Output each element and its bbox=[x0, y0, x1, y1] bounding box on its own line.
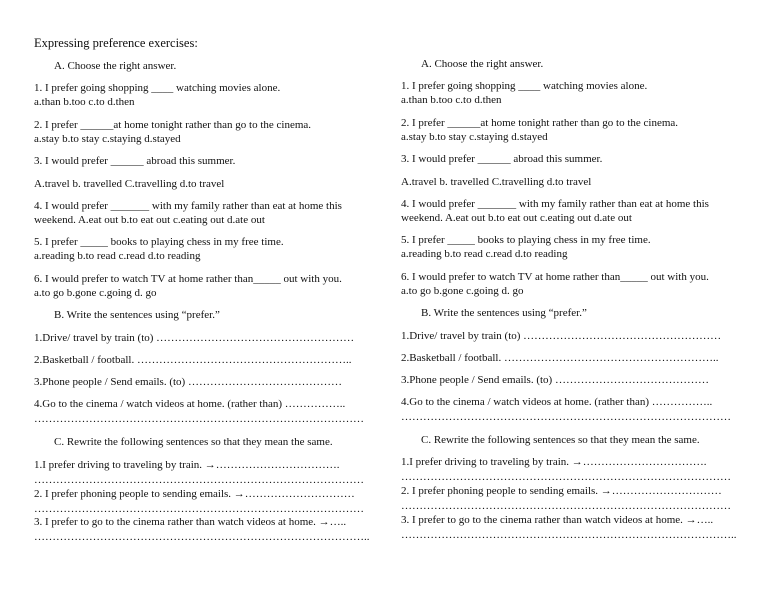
section-a-heading: A. Choose the right answer. bbox=[421, 58, 544, 70]
exercise-c-3-answer-line: ……………………………………………………………………………….. bbox=[401, 529, 737, 541]
section-b-heading: B. Write the sentences using “prefer.” bbox=[54, 309, 220, 321]
question-5-options: a.reading b.to read c.read d.to reading bbox=[401, 248, 568, 260]
exercise-b-4: 4.Go to the cinema / watch videos at home. (rather than) …………….. bbox=[34, 398, 346, 410]
question-5: 5. I prefer _____ books to playing chess in my free time. bbox=[401, 234, 651, 246]
exercise-c-2: 2. I prefer phoning people to sending emails. →………………………… bbox=[401, 485, 722, 497]
exercise-b-4-answer-line: ……………………………………………………………………………… bbox=[34, 413, 364, 425]
question-2-options: a.stay b.to stay c.staying d.stayed bbox=[401, 131, 548, 143]
question-2: 2. I prefer ______at home tonight rather than go to the cinema. bbox=[34, 119, 312, 131]
question-5-options: a.reading b.to read c.read d.to reading bbox=[34, 250, 201, 262]
question-3: 3. I would prefer ______ abroad this summer. bbox=[401, 153, 603, 165]
question-5: 5. I prefer _____ books to playing chess in my free time. bbox=[34, 236, 284, 248]
question-1: 1. I prefer going shopping ____ watching movies alone. bbox=[34, 82, 281, 94]
question-2: 2. I prefer ______at home tonight rather than go to the cinema. bbox=[401, 117, 679, 129]
exercise-c-2-answer-line: ……………………………………………………………………………… bbox=[401, 500, 731, 512]
exercise-b-2: 2.Basketball / football. ………………………………………………….. bbox=[34, 354, 352, 366]
question-4-line-2: weekend. A.eat out b.to eat out c.eating out d.ate out bbox=[401, 212, 632, 224]
question-6-options: a.to go b.gone c.going d. go bbox=[401, 285, 524, 297]
question-4-line-1: 4. I would prefer _______ with my family rather than eat at home this bbox=[401, 198, 709, 210]
section-c-heading: C. Rewrite the following sentences so that they mean the same. bbox=[421, 434, 700, 446]
question-1-options: a.than b.too c.to d.then bbox=[34, 96, 135, 108]
exercise-c-2-answer-line: ……………………………………………………………………………… bbox=[34, 503, 364, 515]
exercise-b-2: 2.Basketball / football. ………………………………………………….. bbox=[401, 352, 719, 364]
question-1-options: a.than b.too c.to d.then bbox=[401, 94, 502, 106]
question-4-line-2: weekend. A.eat out b.to eat out c.eating out d.ate out bbox=[34, 214, 265, 226]
question-2-options: a.stay b.to stay c.staying d.stayed bbox=[34, 133, 181, 145]
exercise-c-1: 1.I prefer driving to traveling by train. →……………………………. bbox=[34, 459, 340, 471]
exercise-c-1: 1.I prefer driving to traveling by train. →……………………………. bbox=[401, 456, 707, 468]
exercise-b-1: 1.Drive/ travel by train (to) ……………………………………………… bbox=[34, 332, 355, 344]
question-6: 6. I would prefer to watch TV at home rather than_____ out with you. bbox=[34, 273, 342, 285]
section-a-heading: A. Choose the right answer. bbox=[54, 60, 177, 72]
exercise-c-1-answer-line: ……………………………………………………………………………… bbox=[34, 474, 364, 486]
exercise-c-1-answer-line: ……………………………………………………………………………… bbox=[401, 471, 731, 483]
exercise-c-3: 3. I prefer to go to the cinema rather than watch videos at home. →….. bbox=[34, 516, 347, 528]
worksheet-title: Expressing preference exercises: bbox=[34, 36, 198, 50]
exercise-b-3: 3.Phone people / Send emails. (to) …………………………………… bbox=[401, 374, 709, 386]
exercise-b-3: 3.Phone people / Send emails. (to) …………………………………… bbox=[34, 376, 342, 388]
exercise-c-3: 3. I prefer to go to the cinema rather than watch videos at home. →….. bbox=[401, 514, 714, 526]
question-1: 1. I prefer going shopping ____ watching movies alone. bbox=[401, 80, 648, 92]
exercise-b-4: 4.Go to the cinema / watch videos at home. (rather than) …………….. bbox=[401, 396, 713, 408]
exercise-b-1: 1.Drive/ travel by train (to) ……………………………………………… bbox=[401, 330, 722, 342]
question-4-line-1: 4. I would prefer _______ with my family rather than eat at home this bbox=[34, 200, 342, 212]
question-6: 6. I would prefer to watch TV at home rather than_____ out with you. bbox=[401, 271, 709, 283]
question-6-options: a.to go b.gone c.going d. go bbox=[34, 287, 157, 299]
exercise-b-4-answer-line: ……………………………………………………………………………… bbox=[401, 411, 731, 423]
question-3-options: A.travel b. travelled C.travelling d.to travel bbox=[401, 176, 592, 188]
question-3-options: A.travel b. travelled C.travelling d.to travel bbox=[34, 178, 225, 190]
exercise-c-3-answer-line: ……………………………………………………………………………….. bbox=[34, 531, 370, 543]
section-b-heading: B. Write the sentences using “prefer.” bbox=[421, 307, 587, 319]
section-c-heading: C. Rewrite the following sentences so that they mean the same. bbox=[54, 436, 333, 448]
question-3: 3. I would prefer ______ abroad this summer. bbox=[34, 155, 236, 167]
exercise-c-2: 2. I prefer phoning people to sending emails. →………………………… bbox=[34, 488, 355, 500]
